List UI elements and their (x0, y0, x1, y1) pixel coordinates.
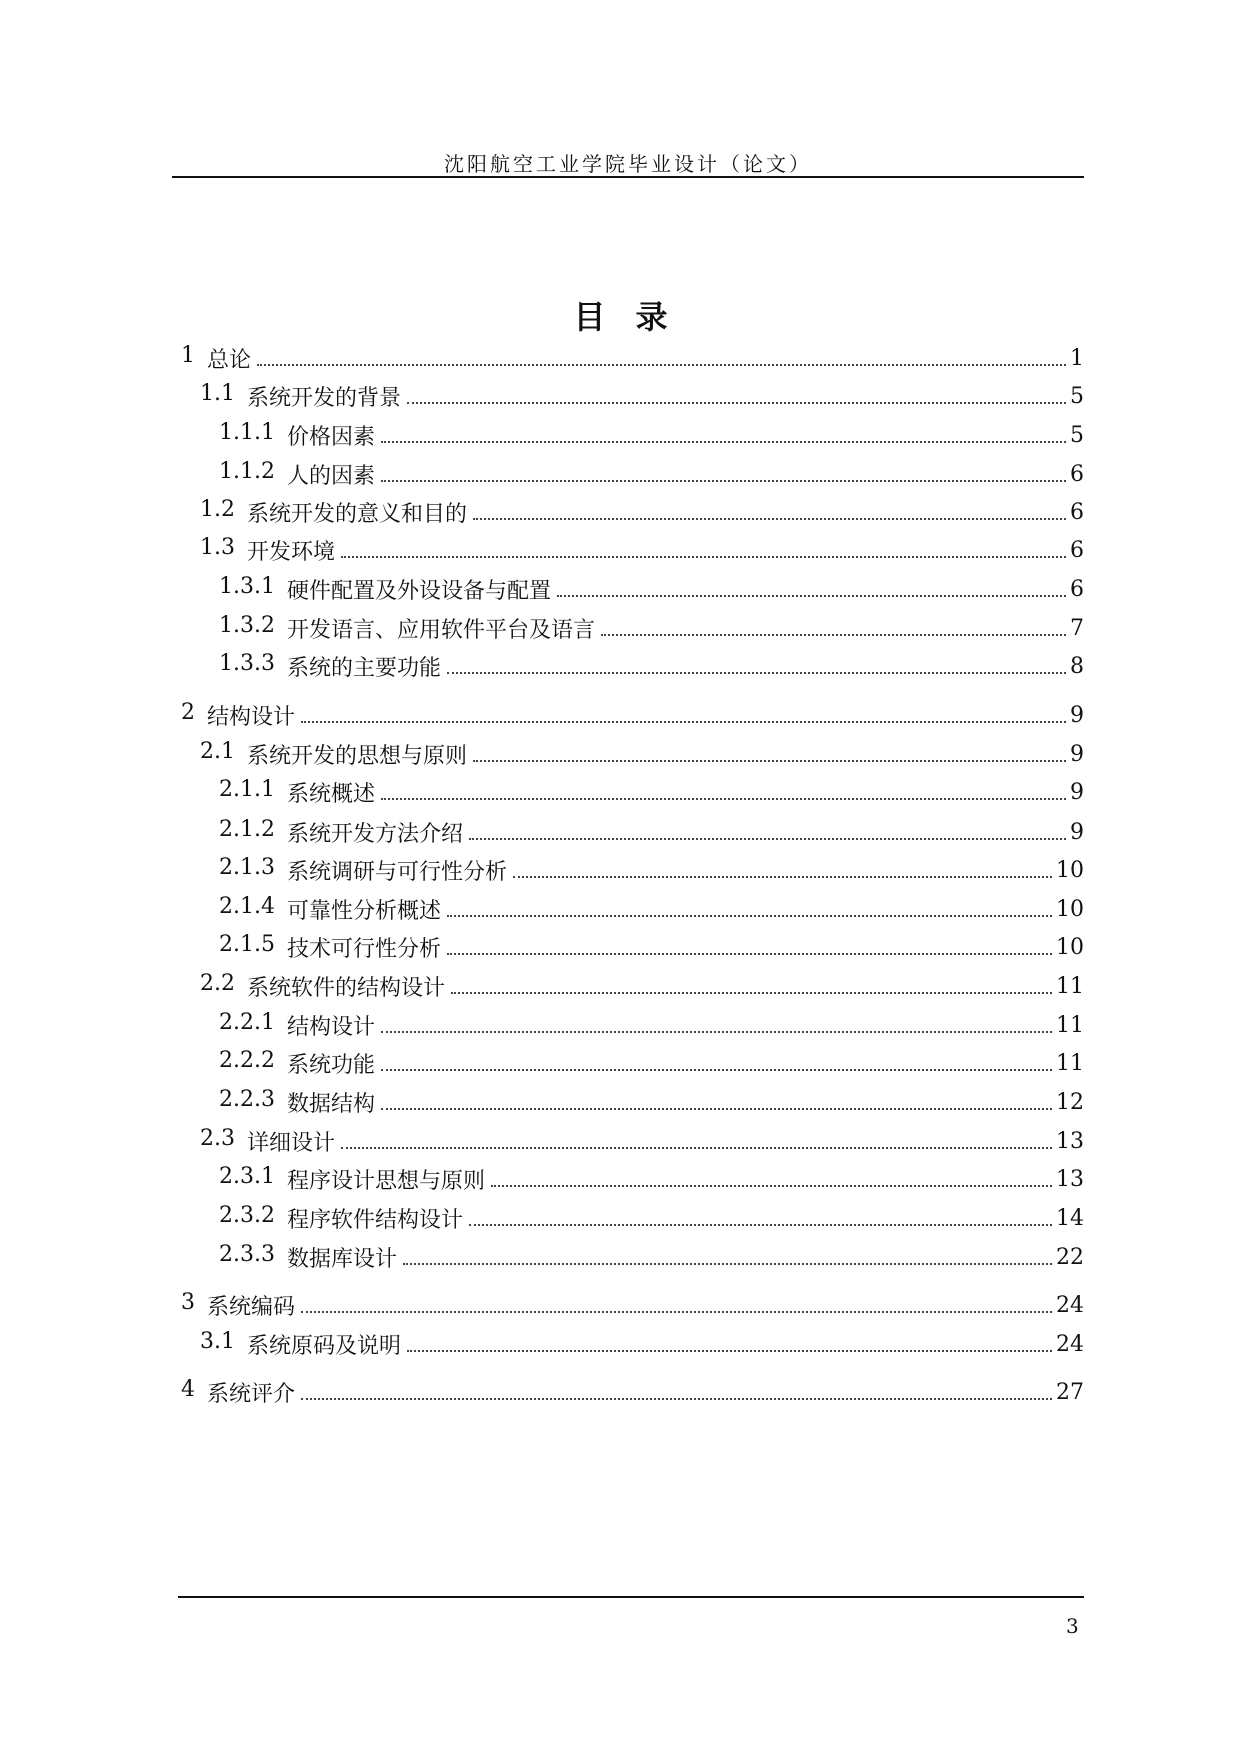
toc-dot-leader (381, 1031, 1052, 1033)
toc-entry-label (219, 817, 467, 848)
toc-dot-leader (557, 595, 1066, 597)
toc-entry-number: 2.2.1 (219, 1009, 275, 1035)
toc-dot-leader (447, 915, 1052, 917)
toc-entry-title: 总论 (207, 347, 252, 373)
toc-dot-leader (447, 672, 1066, 674)
toc-entry-number: 1.1.2 (219, 458, 275, 484)
toc-entry-title: 系统原码及说明 (247, 1333, 402, 1359)
toc-entry-title: 系统开发的思想与原则 (247, 743, 468, 769)
toc-entry-page: 13 (1056, 1128, 1084, 1154)
toc-entry-number: 2.2 (200, 970, 235, 996)
toc-entry-title: 系统编码 (207, 1294, 296, 1320)
toc-entry-title: 系统概述 (286, 781, 375, 807)
toc-entry-title: 开发环境 (247, 539, 336, 565)
toc-entry-number: 3.1 (200, 1328, 235, 1354)
toc-entry[interactable] (200, 1328, 1084, 1360)
toc-entry-title: 程序软件结构设计 (286, 1207, 463, 1233)
toc-dot-leader (469, 838, 1066, 840)
toc-entry-title: 系统软件的结构设计 (247, 975, 446, 1001)
toc-entry-page: 9 (1070, 779, 1084, 805)
toc-dot-leader (381, 480, 1066, 482)
toc-entry-page: 11 (1056, 973, 1084, 999)
toc-dot-leader (473, 518, 1066, 520)
toc-entry-label (219, 651, 445, 682)
toc-entry[interactable] (219, 612, 1084, 644)
toc-entry-label (219, 1010, 379, 1041)
toc-entry-number: 1.3.3 (219, 650, 275, 676)
toc-entry-page: 14 (1056, 1205, 1084, 1231)
toc-entry-page: 12 (1056, 1089, 1084, 1115)
toc-entry-page: 22 (1056, 1244, 1084, 1270)
toc-entry-number: 2.1.2 (219, 816, 275, 842)
toc-entry[interactable] (219, 650, 1084, 682)
toc-entry[interactable] (219, 1163, 1084, 1195)
toc-entry-label (181, 1377, 299, 1408)
toc-entry[interactable] (219, 893, 1084, 925)
toc-entry-label (219, 1203, 467, 1234)
toc-entry[interactable] (219, 1009, 1084, 1041)
toc-dot-leader (473, 760, 1066, 762)
toc-entry-label (219, 420, 379, 451)
toc-entry-page: 10 (1056, 857, 1084, 883)
toc-entry-title: 详细设计 (247, 1130, 336, 1156)
toc-entry-number: 2.1 (200, 738, 235, 764)
header-rule (172, 176, 1084, 178)
toc-entry[interactable] (200, 534, 1084, 566)
toc-entry[interactable] (181, 1376, 1084, 1408)
toc-entry-label (219, 1087, 379, 1118)
toc-title: 目录 (573, 298, 698, 336)
toc-entry[interactable] (219, 1086, 1084, 1118)
toc-entry-title: 系统调研与可行性分析 (286, 859, 507, 885)
toc-entry-number: 1.1.1 (219, 419, 275, 445)
toc-dot-leader (381, 441, 1066, 443)
toc-entry[interactable] (219, 458, 1084, 490)
toc-entry-number: 4 (181, 1376, 195, 1402)
toc-entry-label (219, 1242, 401, 1273)
toc-entry[interactable] (200, 496, 1084, 528)
toc-entry-page: 24 (1056, 1292, 1084, 1318)
toc-entry[interactable] (219, 573, 1084, 605)
toc-entry[interactable] (219, 854, 1084, 886)
toc-entry-label (200, 1329, 405, 1360)
toc-dot-leader (257, 364, 1066, 366)
toc-entry-title: 系统开发的背景 (247, 385, 402, 411)
toc-entry-page: 6 (1070, 461, 1084, 487)
toc-dot-leader (407, 402, 1066, 404)
toc-dot-leader (381, 1069, 1052, 1071)
toc-entry-label (200, 1126, 339, 1157)
toc-entry-page: 9 (1070, 819, 1084, 845)
toc-entry-label (181, 343, 255, 374)
toc-entry-page: 1 (1070, 345, 1084, 371)
toc-entry-title: 人的因素 (286, 463, 375, 489)
toc-entry-label (219, 1048, 379, 1079)
toc-entry-number: 2 (181, 699, 195, 725)
page-number: 3 (1066, 1614, 1079, 1638)
toc-entry-label (219, 574, 555, 605)
toc-dot-leader (403, 1263, 1052, 1265)
toc-dot-leader (381, 1108, 1052, 1110)
toc-entry-page: 11 (1056, 1012, 1084, 1038)
toc-entry-title: 数据结构 (286, 1091, 375, 1117)
toc-entry[interactable] (200, 970, 1084, 1002)
running-header: 沈阳航空工业学院毕业设计（论文） (444, 152, 812, 176)
toc-entry-number: 3 (181, 1289, 195, 1315)
toc-entry[interactable] (181, 1289, 1084, 1321)
toc-entry-number: 2.3.1 (219, 1163, 275, 1189)
toc-entry-label (219, 459, 379, 490)
toc-entry-page: 5 (1070, 422, 1084, 448)
toc-entry-title: 系统的主要功能 (286, 655, 441, 681)
toc-entry-label (219, 777, 379, 808)
toc-dot-leader (301, 721, 1066, 723)
toc-dot-leader (301, 1398, 1052, 1400)
toc-entry-title: 结构设计 (286, 1014, 375, 1040)
toc-entry-label (181, 700, 299, 731)
toc-entry-title: 系统评介 (207, 1381, 296, 1407)
toc-dot-leader (341, 1147, 1052, 1149)
toc-entry-label (219, 932, 445, 963)
toc-entry-page: 6 (1070, 576, 1084, 602)
toc-entry-title: 系统功能 (286, 1052, 375, 1078)
toc-dot-leader (491, 1185, 1052, 1187)
toc-entry-number: 2.2.2 (219, 1047, 275, 1073)
toc-entry-number: 1.3.2 (219, 612, 275, 638)
toc-entry-number: 1 (181, 342, 195, 368)
toc-entry[interactable] (219, 776, 1084, 808)
toc-dot-leader (447, 953, 1052, 955)
toc-dot-leader (513, 876, 1052, 878)
toc-entry-number: 2.3.2 (219, 1202, 275, 1228)
toc-entry-page: 10 (1056, 934, 1084, 960)
toc-entry-title: 系统开发的意义和目的 (247, 501, 468, 527)
toc-dot-leader (469, 1224, 1052, 1226)
toc-dot-leader (451, 992, 1052, 994)
toc-entry-title: 可靠性分析概述 (286, 898, 441, 924)
toc-entry[interactable] (219, 1202, 1084, 1234)
toc-entry-page: 6 (1070, 537, 1084, 563)
toc-entry-number: 2.1.1 (219, 776, 275, 802)
toc-entry-label (200, 497, 471, 528)
toc-entry-title: 硬件配置及外设设备与配置 (286, 578, 551, 604)
toc-dot-leader (301, 1311, 1052, 1313)
toc-entry-page: 7 (1070, 615, 1084, 641)
toc-entry-label (219, 613, 599, 644)
footer-rule (178, 1596, 1084, 1598)
toc-entry-label (219, 855, 511, 886)
toc-entry[interactable] (219, 1241, 1084, 1273)
toc-entry-title: 技术可行性分析 (286, 936, 441, 962)
toc-entry-page: 6 (1070, 499, 1084, 525)
toc-entry-page: 11 (1056, 1050, 1084, 1076)
toc-entry-title: 价格因素 (286, 424, 375, 450)
toc-entry-page: 5 (1070, 383, 1084, 409)
toc-entry-label (219, 1164, 489, 1195)
toc-entry-number: 2.1.5 (219, 931, 275, 957)
toc-entry-page: 9 (1070, 741, 1084, 767)
toc-entry[interactable] (219, 816, 1084, 848)
toc-entry-title: 结构设计 (207, 704, 296, 730)
toc-entry-number: 1.3.1 (219, 573, 275, 599)
toc-entry-title: 数据库设计 (286, 1246, 397, 1272)
toc-entry-number: 2.1.3 (219, 854, 275, 880)
toc-entry-number: 2.1.4 (219, 893, 275, 919)
toc-dot-leader (407, 1350, 1052, 1352)
toc-entry[interactable] (200, 380, 1084, 412)
toc-entry-number: 2.3.3 (219, 1241, 275, 1267)
toc-entry[interactable] (200, 738, 1084, 770)
toc-entry-number: 1.2 (200, 496, 235, 522)
toc-entry-page: 13 (1056, 1166, 1084, 1192)
toc-entry-number: 1.3 (200, 534, 235, 560)
toc-entry-label (219, 894, 445, 925)
toc-entry-label (181, 1290, 299, 1321)
toc-entry-label (200, 971, 449, 1002)
toc-dot-leader (601, 634, 1066, 636)
toc-entry[interactable] (219, 1047, 1084, 1079)
toc-entry[interactable] (219, 931, 1084, 963)
toc-entry-title: 程序设计思想与原则 (286, 1168, 485, 1194)
toc-dot-leader (341, 556, 1066, 558)
toc-entry[interactable] (181, 342, 1084, 374)
toc-entry-page: 8 (1070, 653, 1084, 679)
toc-entry-label (200, 381, 405, 412)
toc-entry[interactable] (219, 419, 1084, 451)
toc-entry-page: 27 (1056, 1379, 1084, 1405)
toc-entry-label (200, 535, 339, 566)
toc-entry-page: 9 (1070, 702, 1084, 728)
toc-entry-title: 开发语言、应用软件平台及语言 (286, 617, 595, 643)
toc-entry-label (200, 739, 471, 770)
toc-entry-number: 1.1 (200, 380, 235, 406)
toc-entry-number: 2.3 (200, 1125, 235, 1151)
toc-entry-number: 2.2.3 (219, 1086, 275, 1112)
toc-entry[interactable] (181, 699, 1084, 731)
toc-entry-page: 24 (1056, 1331, 1084, 1357)
toc-dot-leader (381, 798, 1066, 800)
toc-entry-title: 系统开发方法介绍 (286, 821, 463, 847)
toc-entry[interactable] (200, 1125, 1084, 1157)
toc-entry-page: 10 (1056, 896, 1084, 922)
